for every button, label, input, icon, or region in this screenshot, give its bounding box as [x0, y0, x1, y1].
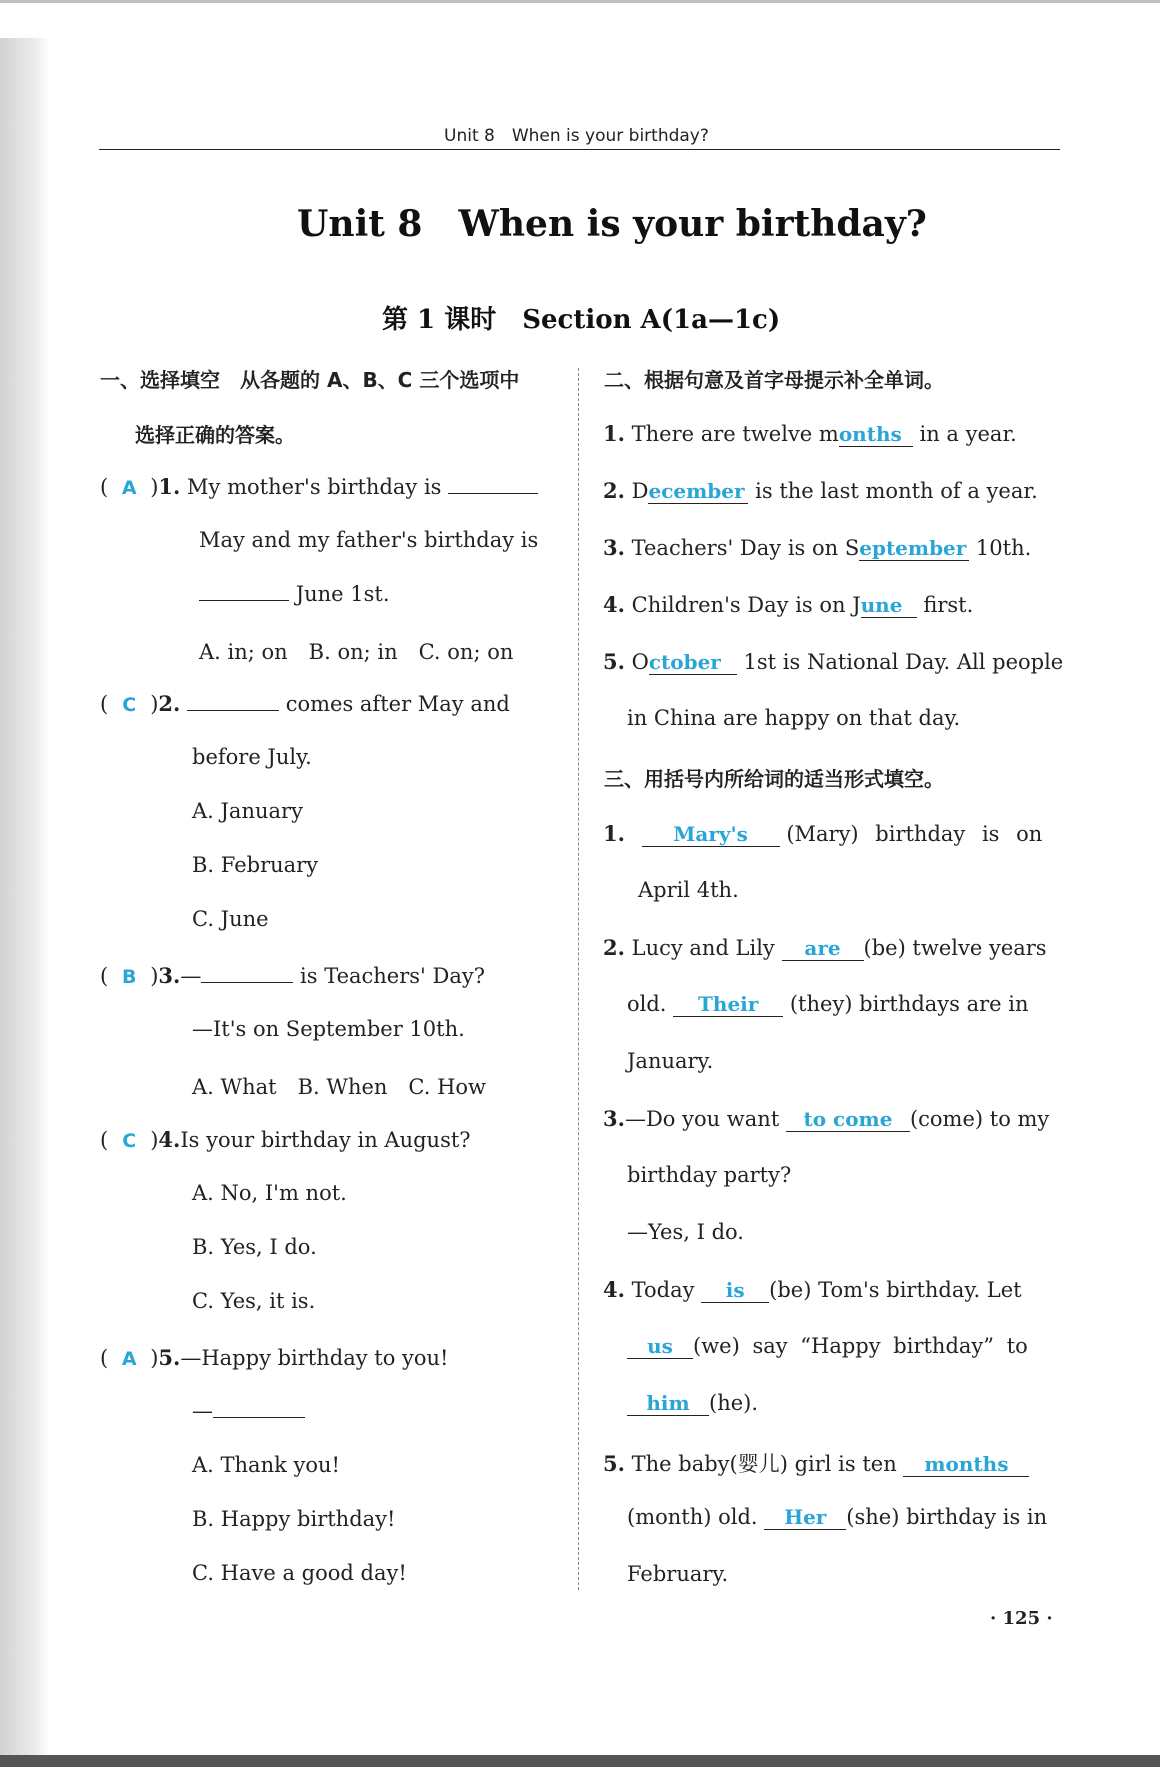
- header-rule: [99, 149, 1060, 150]
- q1-options: A. in; on B. on; in C. on; on: [199, 640, 514, 664]
- part3-q1-line2: April 4th.: [638, 878, 739, 902]
- q2-option-a: A. January: [192, 799, 303, 823]
- part1-q5: ( A )5.—Happy birthday to you!: [100, 1345, 449, 1370]
- part2-item-5: 5. October 1st is National Day. All people: [603, 649, 1064, 674]
- part3-q3-blank: to come: [786, 1107, 910, 1132]
- page-title: Unit 8 When is your birthday?: [297, 203, 927, 245]
- part2-item-2-blank: ecember: [648, 479, 748, 504]
- page-binding-shadow: [0, 38, 50, 1755]
- q5-answer: A: [121, 1348, 137, 1370]
- part3-q3-line2: birthday party?: [627, 1163, 792, 1187]
- q1-answer: A: [121, 477, 137, 499]
- part2-item-4: 4. Children's Day is on June first.: [603, 592, 974, 617]
- part2-item-4-blank: une: [861, 593, 917, 618]
- q4-answer: C: [122, 1130, 137, 1152]
- part2-item-5-line2: in China are happy on that day.: [627, 706, 961, 730]
- part3-q3-line3: —Yes, I do.: [627, 1220, 744, 1244]
- q1-blank-1: [448, 493, 538, 494]
- column-divider: [578, 368, 579, 1590]
- part2-item-1-blank: onths: [839, 422, 913, 447]
- part3-title: 三、用括号内所给词的适当形式填空。: [604, 767, 944, 791]
- bottom-edge: [0, 1755, 1160, 1767]
- q2-blank: [187, 710, 279, 711]
- page-subtitle: 第 1 课时 Section A(1a—1c): [382, 305, 781, 335]
- q5-blank: [213, 1417, 305, 1418]
- q1-line3: June 1st.: [199, 582, 390, 606]
- part3-q4: 4. Today is (be) Tom's birthday. Let: [603, 1277, 1022, 1302]
- part3-q4-blank-1: is: [701, 1278, 769, 1303]
- q4-option-a: A. No, I'm not.: [192, 1181, 347, 1205]
- q5-reply: —: [192, 1399, 305, 1423]
- part2-item-3-blank: eptember: [859, 536, 969, 561]
- part3-q5: 5. The baby(婴儿) girl is ten months: [603, 1448, 1029, 1478]
- part2-item-3: 3. Teachers' Day is on September 10th.: [603, 535, 1032, 560]
- part3-q2-line2: old. Their (they) birthdays are in: [627, 992, 1029, 1016]
- q3-answer: B: [121, 966, 137, 988]
- page-number: · 125 ·: [990, 1608, 1053, 1629]
- q3-blank: [201, 982, 293, 983]
- q5-option-a: A. Thank you!: [192, 1453, 340, 1477]
- part3-q2-blank-1: are: [782, 936, 864, 961]
- part1-q4: ( C )4.Is your birthday in August?: [100, 1127, 471, 1152]
- top-edge: [0, 0, 1160, 3]
- part3-q2-line3: January.: [627, 1049, 714, 1073]
- part3-q4-blank-3: him: [627, 1391, 709, 1416]
- part2-title: 二、根据句意及首字母提示补全单词。: [604, 368, 944, 392]
- q5-option-c: C. Have a good day!: [192, 1561, 407, 1585]
- part1-q3: ( B )3.— is Teachers' Day?: [100, 963, 485, 988]
- q4-option-b: B. Yes, I do.: [192, 1235, 317, 1259]
- part3-q3: 3.—Do you want to come (come) to my: [603, 1106, 1050, 1131]
- part3-q4-line2: us (we) say “Happy birthday” to: [627, 1334, 1028, 1359]
- part3-q5-blank-1: months: [903, 1452, 1029, 1477]
- q1-line2: May and my father's birthday is: [199, 528, 539, 552]
- q2-option-c: C. June: [192, 907, 269, 931]
- part3-q2-blank-2: Their: [673, 992, 783, 1017]
- q3-line2: —It's on September 10th.: [192, 1017, 465, 1041]
- q1-blank-2: [199, 600, 289, 601]
- part2-item-2: 2. December is the last month of a year.: [603, 478, 1038, 503]
- running-header: Unit 8 When is your birthday?: [444, 126, 709, 146]
- q3-options: A. What B. When C. How: [192, 1075, 487, 1099]
- q2-option-b: B. February: [192, 853, 319, 877]
- part2-item-5-blank: ctober: [649, 650, 737, 675]
- part3-q1-blank: Mary's: [642, 822, 780, 847]
- part1-title: 一、选择填空 从各题的 A、B、C 三个选项中: [100, 368, 520, 392]
- part3-q4-line3: him (he).: [627, 1391, 758, 1416]
- q2-line2: before July.: [192, 745, 312, 769]
- part3-q4-blank-2: us: [627, 1334, 693, 1359]
- part3-q2: 2. Lucy and Lily are (be) twelve years: [603, 935, 1047, 960]
- part3-q5-line2: (month) old. Her (she) birthday is in: [627, 1505, 1048, 1529]
- part1-q1: ( A )1. My mother's birthday is: [100, 474, 538, 499]
- part3-q1: 1. Mary's (Mary) birthday is on: [603, 821, 1043, 846]
- q5-option-b: B. Happy birthday!: [192, 1507, 396, 1531]
- q2-answer: C: [122, 694, 137, 716]
- q4-option-c: C. Yes, it is.: [192, 1289, 316, 1313]
- part1-title-cont: 选择正确的答案。: [135, 423, 295, 447]
- part1-q2: ( C )2. comes after May and: [100, 691, 510, 716]
- part2-item-1: 1. There are twelve months in a year.: [603, 421, 1017, 446]
- part3-q5-line3: February.: [627, 1562, 729, 1586]
- part3-q5-blank-2: Her: [764, 1505, 846, 1530]
